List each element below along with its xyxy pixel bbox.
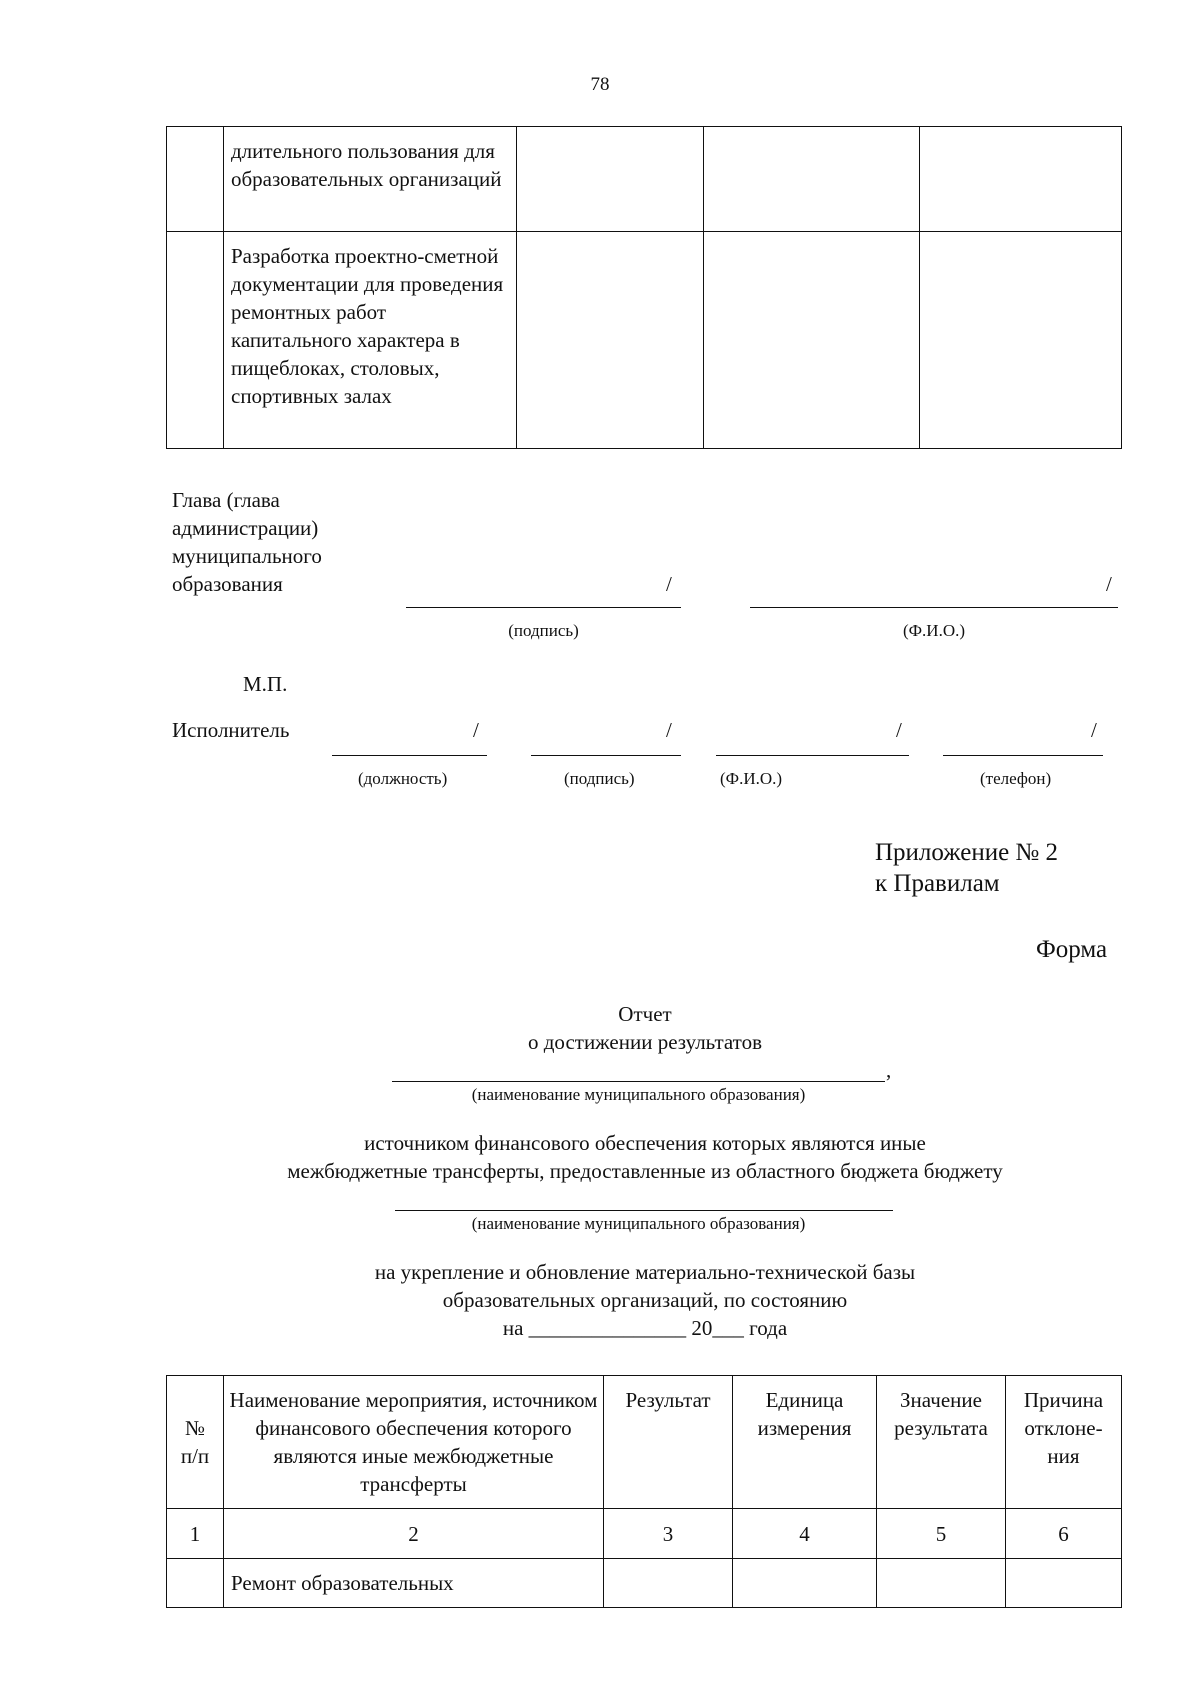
column-number: 6 [1006,1509,1122,1559]
column-number: 5 [877,1509,1006,1559]
head-title: Глава (глава администрации) муниципального образования [172,488,322,596]
municipality-line [395,1210,893,1211]
column-number: 2 [224,1509,604,1559]
slash: / [896,718,902,742]
report-text: образовательных организаций, по состоянию [442,1288,848,1312]
slash: / [473,718,479,742]
report-text: на укрепление и обновление материально-технической базы [374,1260,916,1284]
appendix-header: Приложение № 2 к Правилам [875,839,1059,897]
table-row [167,232,1122,449]
column-number: 3 [604,1509,733,1559]
table-row [167,1559,1122,1608]
table-cell: Разработка проектно-сметной документации для проведения ремонтных работ капитального характера в пищеблоках, столовых, спортивных залах [231,244,504,408]
municipality-line [392,1081,885,1082]
report-title: Отчет [618,1002,672,1026]
phone-line [943,755,1103,756]
column-header: Значение результата [894,1388,988,1440]
report-subtitle: о достижении результатов [527,1030,762,1054]
position-line [332,755,487,756]
signature-line [406,607,681,608]
signature-caption: (подпись) [508,621,579,640]
executor-fio-line [716,755,909,756]
table-cell: длительного пользования для образовательных организаций [231,139,502,191]
municipality-caption: (наименование муниципального образования) [471,1214,806,1233]
executor-signature-caption: (подпись) [564,769,635,788]
slash: / [1106,572,1112,596]
table-number-row [167,1509,1122,1559]
column-header: Результат [625,1388,711,1412]
municipality-caption: (наименование муниципального образования) [471,1085,806,1104]
report-table [166,1375,1122,1608]
executor-label: Исполнитель [172,718,290,742]
column-header: Наименование мероприятия, источником финансового обеспечения которого являются иные межбюджетные трансферты [229,1388,598,1496]
table-row [167,127,1122,232]
report-text: источником финансового обеспечения которых являются иные [364,1131,926,1155]
column-header: Причина отклоне-ния [1023,1388,1104,1468]
phone-caption: (телефон) [980,769,1052,788]
column-number: 1 [167,1509,224,1559]
fio-caption: (Ф.И.О.) [902,621,966,640]
slash: / [666,572,672,596]
fio-line [750,607,1118,608]
table-cell: Ремонт образовательных [231,1571,454,1595]
column-header: № п/п [180,1416,210,1468]
executor-signature-line [531,755,681,756]
table-header-row [167,1376,1122,1509]
position-caption: (должность) [358,769,448,788]
report-date: на _______________ 20___ года [502,1316,788,1340]
report-text: межбюджетные трансферты, предоставленные из областного бюджета бюджету [287,1159,1003,1183]
executor-fio-caption: (Ф.И.О.) [720,769,783,788]
comma: , [886,1058,892,1082]
top-table [166,126,1122,449]
slash: / [1091,718,1097,742]
column-header: Единица измерения [757,1388,852,1440]
page-number: 78 [590,74,610,95]
slash: / [666,718,672,742]
stamp-place: М.П. [243,672,288,696]
column-number: 4 [733,1509,877,1559]
form-label: Форма [1036,936,1108,963]
